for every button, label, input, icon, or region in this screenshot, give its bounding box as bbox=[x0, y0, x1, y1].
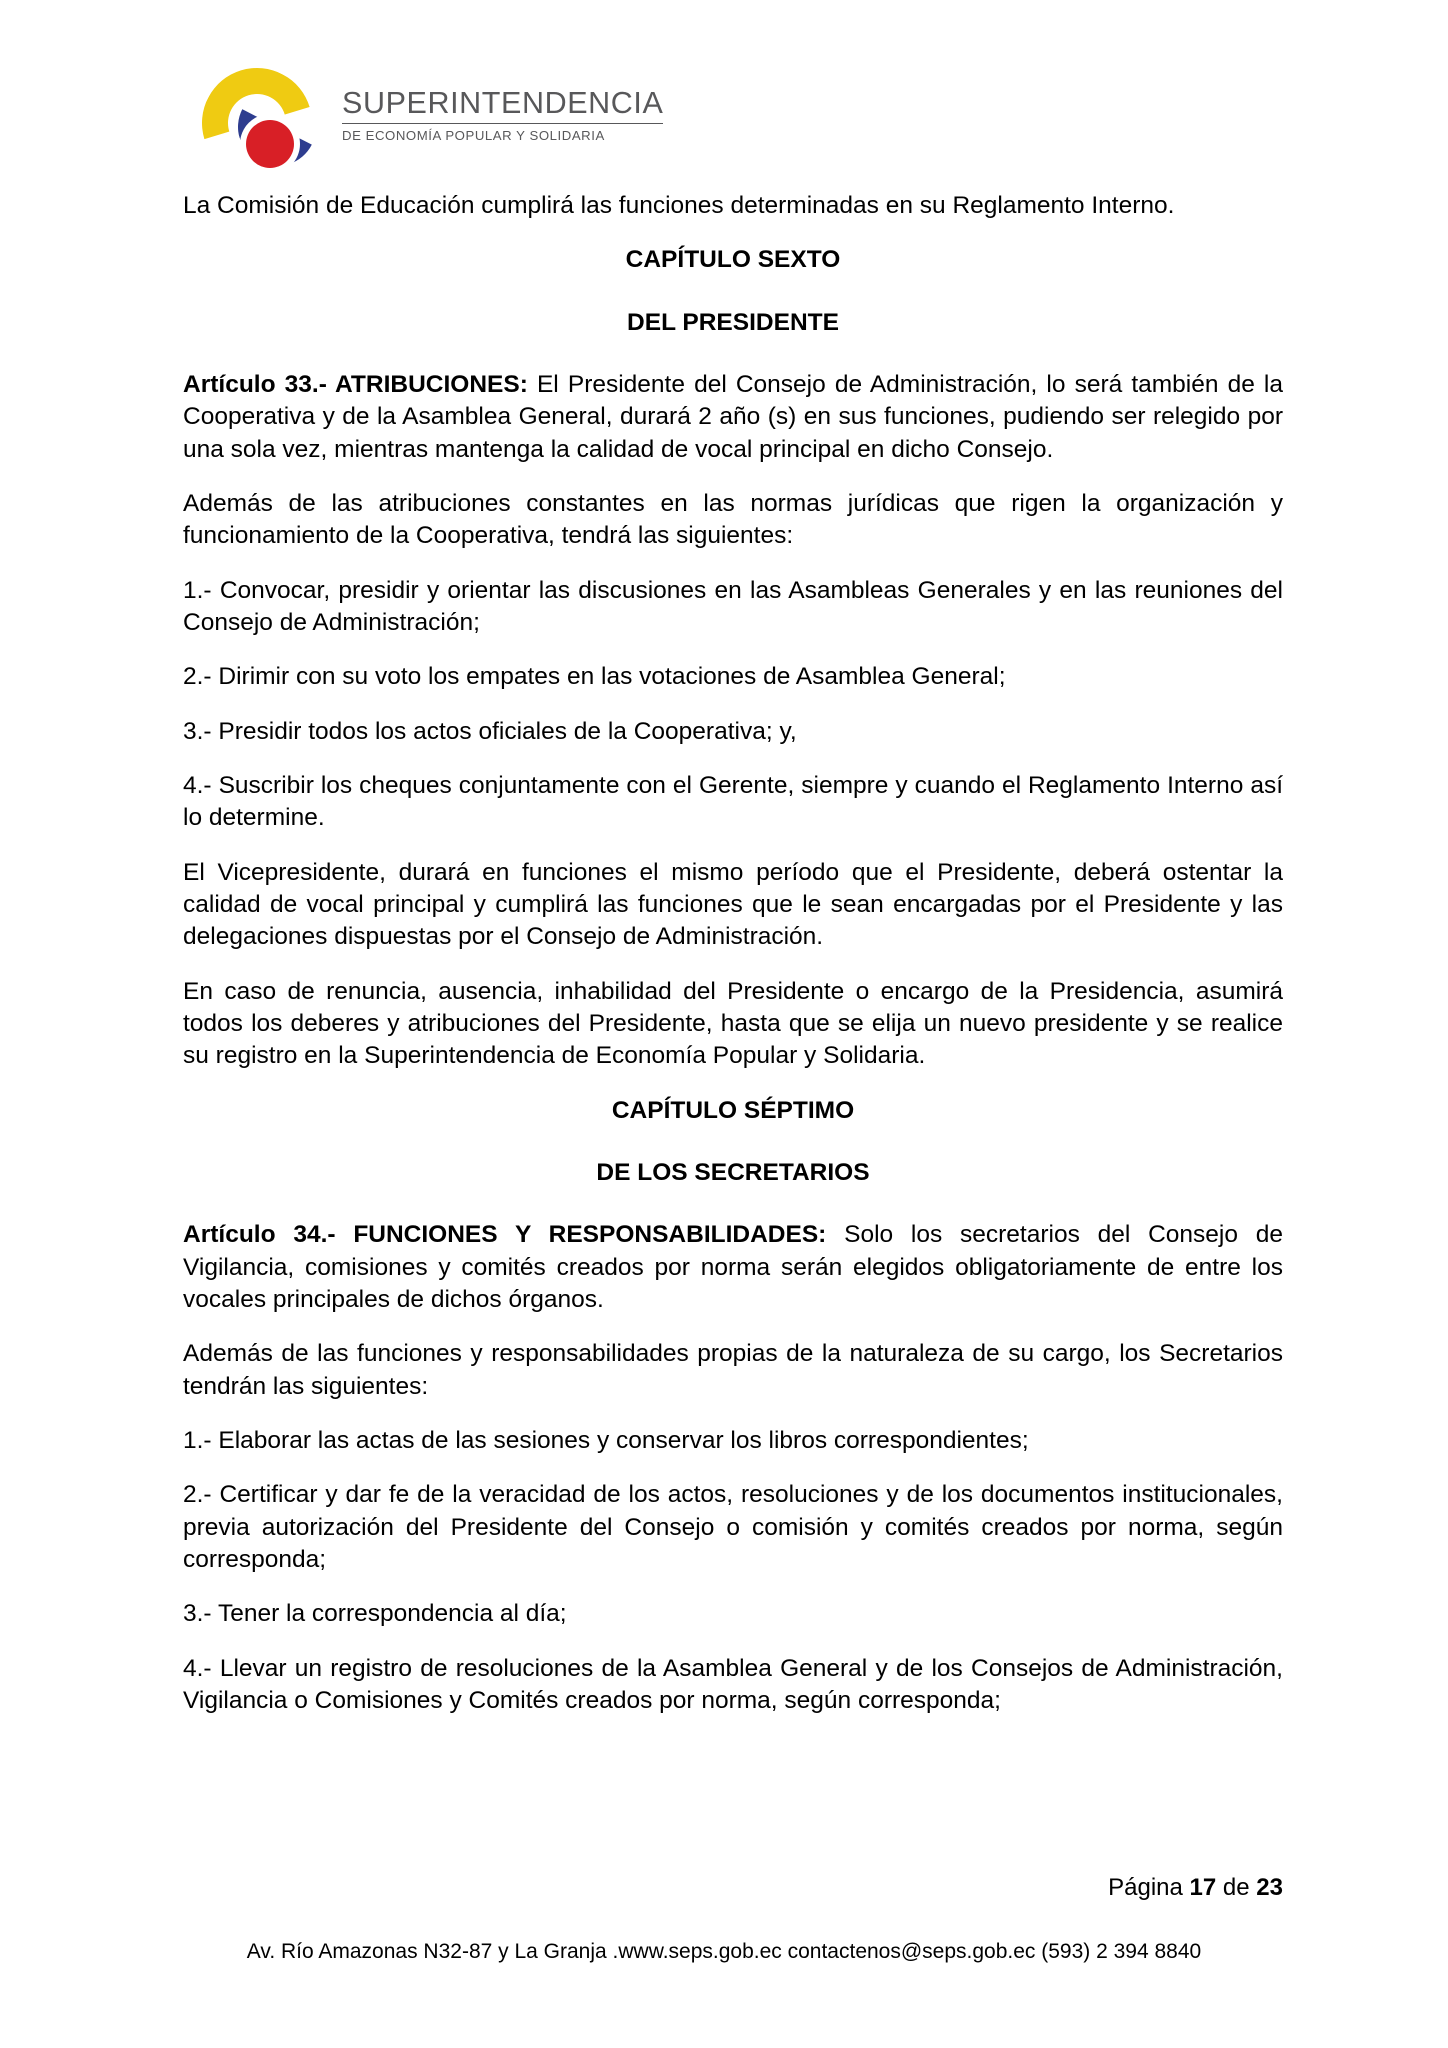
page-number-current: 17 bbox=[1189, 1874, 1217, 1901]
article-33-intro: Además de las atribuciones constantes en las normas jurídicas que rigen la organización y funcionamiento de la Cooperativa, tendrá las siguientes: bbox=[183, 489, 1283, 550]
article-33-item-4: 4.- Suscribir los cheques conjuntamente con el Gerente, siempre y cuando el Reglamento Interno así lo determine. bbox=[183, 771, 1283, 832]
logo-subtitle: DE ECONOMÍA POPULAR Y SOLIDARIA bbox=[342, 127, 605, 143]
article-34-text: Solo los secretarios del Consejo de Vigilancia, comisiones y comités creados por norma serán elegidos obligatoriamente de entre los vocales principales de dichos órganos. bbox=[183, 1221, 1284, 1313]
article-34-item-1: 1.- Elaborar las actas de las sesiones y conservar los libros correspondientes; bbox=[183, 1426, 1029, 1454]
article-33-item-3: 3.- Presidir todos los actos oficiales de la Cooperativa; y, bbox=[183, 717, 797, 745]
article-33-label: Artículo 33.- ATRIBUCIONES: bbox=[183, 370, 528, 398]
chapter-six-subtitle: DEL PRESIDENTE bbox=[627, 308, 839, 336]
page-number-total: 23 bbox=[1256, 1874, 1283, 1901]
document-body bbox=[183, 190, 1283, 1717]
article-33-item-1: 1.- Convocar, presidir y orientar las discusiones en las Asambleas Generales y en las reuniones del Consejo de Administración; bbox=[183, 576, 1283, 636]
vicepresident-paragraph: El Vicepresidente, durará en funciones el mismo período que el Presidente, deberá ostentar la calidad de vocal principal y cumplirá las funciones que le sean encargadas por el Presidente y las delegaciones dispuestas por el Consejo de Administración. bbox=[183, 858, 1283, 951]
logo-title: SUPERINTENDENCIA bbox=[342, 88, 663, 124]
intro-paragraph: La Comisión de Educación cumplirá las funciones determinadas en su Reglamento Interno. bbox=[183, 192, 1175, 219]
chapter-seven-subtitle: DE LOS SECRETARIOS bbox=[596, 1158, 870, 1186]
chapter-six-title: CAPÍTULO SEXTO bbox=[625, 246, 841, 274]
logo-wordmark bbox=[342, 62, 663, 142]
logo-red-circle-icon bbox=[246, 120, 294, 168]
succession-paragraph: En caso de renuncia, ausencia, inhabilidad del Presidente o encargo de la Presidencia, asumirá todos los deberes y atribuciones del Presidente, hasta que se elija un nuevo presidente y se realice su registro en la Superintendencia de Economía Popular y Solidaria. bbox=[183, 977, 1283, 1070]
page-number bbox=[183, 1872, 1283, 1903]
article-34-item-2: 2.- Certificar y dar fe de la veracidad de los actos, resoluciones y de los documentos institucionales, previa autorización del Presidente del Consejo o comisión y comités creados por norma, según corresponda; bbox=[183, 1481, 1283, 1573]
article-33-item-2: 2.- Dirimir con su voto los empates en las votaciones de Asamblea General; bbox=[183, 663, 1006, 691]
page-number-middle: de bbox=[1222, 1874, 1250, 1901]
article-34-intro: Además de las funciones y responsabilidades propias de la naturaleza de su cargo, los Secretarios tendrán las siguientes: bbox=[183, 1340, 1283, 1400]
article-34-paragraph bbox=[183, 1219, 1283, 1316]
article-34-item-4: 4.- Llevar un registro de resoluciones de la Asamblea General y de los Consejos de Administración, Vigilancia o Comisiones y Comités creados por norma, según corresponda; bbox=[183, 1654, 1283, 1714]
document-header bbox=[196, 62, 663, 162]
page-number-prefix: Página bbox=[1108, 1874, 1183, 1901]
chapter-seven-title: CAPÍTULO SÉPTIMO bbox=[611, 1096, 855, 1124]
seps-logo-icon bbox=[196, 62, 328, 158]
footer-contact-line: Av. Río Amazonas N32-87 y La Granja .www.seps.gob.ec contactenos@seps.gob.ec (593) 2 394 8840 bbox=[246, 1940, 1202, 1963]
article-33-paragraph bbox=[183, 369, 1283, 466]
article-34-item-3: 3.- Tener la correspondencia al día; bbox=[183, 1600, 567, 1628]
article-33-text: El Presidente del Consejo de Administración, lo será también de la Cooperativa y de la Asamblea General, durará 2 año (s) en sus funciones, pudiendo ser relegido por una sola vez, mientras mantenga la calidad de vocal principal en dicho Consejo. bbox=[183, 370, 1283, 463]
article-34-label: Artículo 34.- FUNCIONES Y RESPONSABILIDADES: bbox=[183, 1221, 827, 1249]
